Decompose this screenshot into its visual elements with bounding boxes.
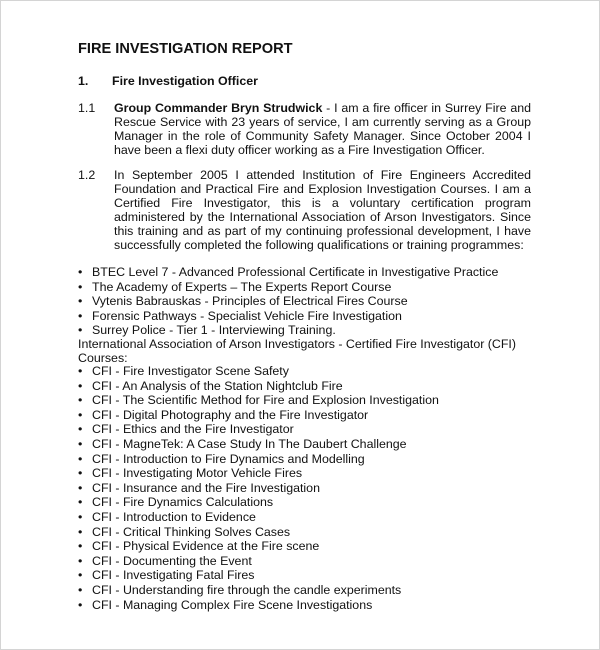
list-item-text: CFI - Managing Complex Fire Scene Investigations (92, 597, 373, 612)
bullet-icon: • (78, 568, 83, 583)
qualification-item (78, 323, 498, 338)
bullet-icon: • (78, 422, 83, 437)
cfi-course-item (78, 495, 439, 510)
cfi-course-item (78, 568, 439, 583)
paragraph-body: - I am a fire officer in Surrey Fire and Rescue Service with 23 years of service, I am currently serving as a Group Manager in the role of Community Safety Manager. Since October 2004 I have been a flexi duty officer working as a Fire Investigation Officer. (114, 101, 531, 157)
cfi-course-item (78, 510, 439, 525)
bullet-icon: • (78, 265, 83, 279)
bullet-icon: • (78, 323, 83, 338)
list-item-text: CFI - Documenting the Event (92, 553, 252, 568)
list-item-text: BTEC Level 7 - Advanced Professional Certificate in Investigative Practice (92, 265, 499, 279)
cfi-course-item (78, 437, 439, 452)
document-title: FIRE INVESTIGATION REPORT (78, 41, 293, 57)
bullet-icon: • (78, 393, 83, 408)
paragraph-1-2 (78, 169, 531, 252)
bullet-icon: • (78, 308, 83, 323)
list-item-text: CFI - Understanding fire through the candle experiments (92, 582, 402, 597)
cfi-course-item (78, 364, 439, 379)
cfi-course-item (78, 408, 439, 423)
cfi-course-item (78, 598, 439, 613)
bullet-icon: • (78, 364, 83, 378)
bullet-icon: • (78, 495, 83, 510)
bullet-icon: • (78, 524, 83, 539)
bullet-icon: • (78, 407, 83, 422)
paragraph-text: In September 2005 I attended Institution of Fire Engineers Accredited Foundation and Practical Fire and Explosion Investigation Courses. I am a Certified Fire Investigator, this is a voluntary certification program administered by the International Association of Arson Investigators. Since this training and as part of my continuing professional development, I have successfully completed the following qualifications or training programmes: (114, 168, 531, 252)
list-item-text: CFI - Physical Evidence at the Fire scene (92, 539, 320, 554)
qualification-item (78, 309, 498, 324)
cfi-course-item (78, 422, 439, 437)
list-item-text: CFI - Critical Thinking Solves Cases (92, 524, 291, 539)
cfi-course-item (78, 554, 439, 569)
section-title: Fire Investigation Officer (112, 74, 258, 88)
list-item-text: CFI - MagneTek: A Case Study In The Daubert Challenge (92, 436, 407, 451)
cfi-course-item (78, 452, 439, 467)
list-item-text: Forensic Pathways - Specialist Vehicle Fire Investigation (92, 308, 402, 323)
bullet-icon: • (78, 480, 83, 495)
cfi-course-item (78, 539, 439, 554)
list-item-text: CFI - Investigating Motor Vehicle Fires (92, 466, 303, 481)
qualification-item (78, 294, 498, 309)
iaai-courses-heading: International Association of Arson Investigators - Certified Fire Investigator (CFI) Courses: (78, 337, 516, 366)
list-item-text: CFI - Digital Photography and the Fire Investigator (92, 407, 369, 422)
qualifications-list (78, 265, 498, 338)
cfi-course-item (78, 466, 439, 481)
list-item-text: CFI - Fire Investigator Scene Safety (92, 364, 289, 378)
bullet-icon: • (78, 451, 83, 466)
list-item-text: CFI - Investigating Fatal Fires (92, 568, 255, 583)
section-number: 1. (78, 74, 89, 88)
paragraph-1-1 (78, 102, 531, 158)
bullet-icon: • (78, 436, 83, 451)
bullet-icon: • (78, 294, 83, 309)
list-item-text: CFI - Introduction to Fire Dynamics and Modelling (92, 451, 365, 466)
bullet-icon: • (78, 582, 83, 597)
list-item-text: Surrey Police - Tier 1 - Interviewing Training. (92, 323, 336, 338)
bullet-icon: • (78, 378, 83, 393)
list-item-text: CFI - An Analysis of the Station Nightclub Fire (92, 378, 343, 393)
bullet-icon: • (78, 539, 83, 554)
bullet-icon: • (78, 553, 83, 568)
list-item-text: CFI - The Scientific Method for Fire and Explosion Investigation (92, 393, 439, 408)
paragraph-text (114, 102, 531, 158)
qualification-item (78, 280, 498, 295)
cfi-course-item (78, 525, 439, 540)
section-heading (78, 74, 258, 88)
paragraph-number: 1.1 (78, 101, 96, 115)
bullet-icon: • (78, 509, 83, 524)
officer-name: Group Commander Bryn Strudwick (114, 101, 323, 115)
list-item-text: Vytenis Babrauskas - Principles of Electrical Fires Course (92, 294, 408, 309)
cfi-course-item (78, 583, 439, 598)
list-item-text: CFI - Ethics and the Fire Investigator (92, 422, 294, 437)
list-item-text: CFI - Fire Dynamics Calculations (92, 495, 274, 510)
cfi-courses-list (78, 364, 439, 612)
qualification-item (78, 265, 498, 280)
paragraph-number: 1.2 (78, 168, 96, 182)
bullet-icon: • (78, 279, 83, 294)
list-item-text: CFI - Insurance and the Fire Investigation (92, 480, 320, 495)
bullet-icon: • (78, 597, 83, 612)
list-item-text: The Academy of Experts – The Experts Report Course (92, 279, 392, 294)
cfi-course-item (78, 379, 439, 394)
list-item-text: CFI - Introduction to Evidence (92, 509, 256, 524)
bullet-icon: • (78, 466, 83, 481)
cfi-course-item (78, 393, 439, 408)
cfi-course-item (78, 481, 439, 496)
